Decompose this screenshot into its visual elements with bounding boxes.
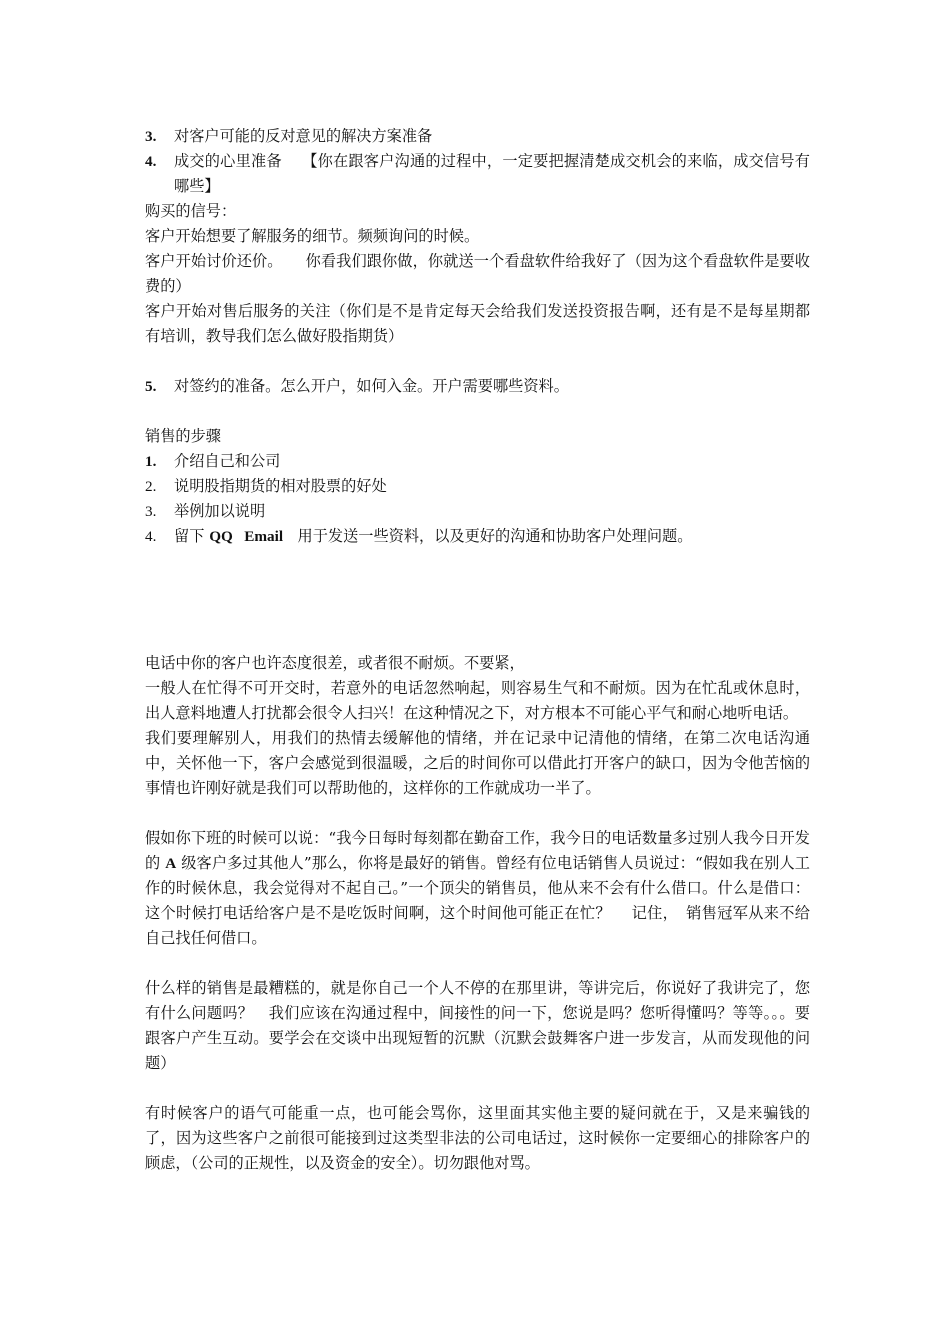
- paragraph-4: 有时候客户的语气可能重一点，也可能会骂你，这里面其实他主要的疑问就在于，又是来骗钱的了，因为这些客户之前很可能接到过这类型非法的公司电话过，这时候你一定要细心的排除客户的顾虑，（公司的正规性，以及资金的安全）。切勿跟他对骂。: [145, 1104, 810, 1172]
- list-item-3: [145, 124, 810, 149]
- step-text: 举例加以说明: [174, 502, 266, 520]
- paragraph-1-line-1: 电话中你的客户也许态度很差，或者很不耐烦。不要紧，: [145, 654, 525, 672]
- step-item-1: [145, 449, 810, 474]
- document-body: [145, 124, 810, 1176]
- step-item-2: [145, 474, 810, 499]
- list-number: 4.: [145, 153, 157, 170]
- list-text: 对客户可能的反对意见的解决方案准备: [174, 127, 433, 145]
- paragraph-2-post: 级客户多过其他人”那么，你将是最好的销售。曾经有位电话销售人员说过：“假如我在别人工作的时候休息，我会觉得对不起自己。”一个顶尖的销售员，他从来不会有什么借口。什么是借口：这个时候打电话给客户是不是吃饭时间啊，这个时间他可能正在忙？ 记住， 销售冠军从来不给自己找任何借口。: [145, 854, 810, 947]
- blank-line: [145, 801, 810, 826]
- signal-line-2: 客户开始讨价还价。 你看我们跟你做，你就送一个看盘软件给我好了（因为这个看盘软件是要收费的）: [145, 252, 810, 295]
- step-number: 3.: [145, 503, 157, 520]
- step-item-3: [145, 499, 810, 524]
- blank-line: [145, 349, 810, 374]
- list-item-4: [145, 149, 810, 199]
- list-text: 成交的心里准备 【你在跟客户沟通的过程中，一定要把握清楚成交机会的来临，成交信号有哪些】: [174, 152, 810, 195]
- paragraph-1-line-3: 我们要理解别人，用我们的热情去缓解他的情绪，并在记录中记清他的情绪，在第二次电话沟通中，关怀他一下，客户会感觉到很温暖，之后的时间你可以借此打开客户的缺口，因为令他苦恼的事情也许刚好就是我们可以帮助他的，这样你的工作就成功一半了。: [145, 729, 810, 797]
- paragraph-2: [145, 826, 810, 951]
- list-number: 3.: [145, 128, 157, 145]
- blank-line: [145, 1076, 810, 1101]
- step-text: [174, 524, 810, 549]
- paragraph-3: 什么样的销售是最糟糕的，就是你自己一个人不停的在那里讲，等讲完后，你说好了我讲完了，您有什么问题吗？ 我们应该在沟通过程中，间接性的问一下，您说是吗？您听得懂吗？等等。。。要跟客户产生互动。要学会在交谈中出现短暂的沉默（沉默会鼓舞客户进一步发言，从而发现他的问题）: [145, 979, 810, 1072]
- signal-line-3: 客户开始对售后服务的关注（你们是不是肯定每天会给我们发送投资报告啊，还有是不是每星期都有培训，教导我们怎么做好股指期货）: [145, 302, 810, 345]
- signals-heading: 购买的信号：: [145, 202, 237, 220]
- section-spacer: [145, 549, 810, 651]
- step-number: 4.: [145, 528, 157, 545]
- list-text: 对签约的准备。怎么开户，如何入金。开户需要哪些资料。: [174, 377, 569, 395]
- step-number: 1.: [145, 453, 157, 470]
- step-text: 介绍自己和公司: [174, 452, 281, 470]
- step-text-post: 用于发送一些资料，以及更好的沟通和协助客户处理问题。: [283, 527, 693, 545]
- step-item-4: [145, 524, 810, 549]
- paragraph-2-pre: 假如你下班的时候可以说：“我今日每时每刻都在勤奋工作，我今日的电话数量多过别人我今日开发的: [145, 829, 810, 872]
- step-number: 2.: [145, 478, 157, 495]
- steps-heading: 销售的步骤: [145, 427, 221, 445]
- blank-line: [145, 951, 810, 976]
- paragraph-1-line-2: 一般人在忙得不可开交时，若意外的电话忽然响起，则容易生气和不耐烦。因为在忙乱或休息时，出人意料地遭人打扰都会很令人扫兴！在这种情况之下，对方根本不可能心平气和耐心地听电话。: [145, 679, 810, 722]
- list-item-5: [145, 374, 810, 399]
- step-text-pre: 留下: [174, 527, 210, 545]
- step-text: 说明股指期货的相对股票的好处: [174, 477, 387, 495]
- step-text-contact-methods: QQ Email: [209, 528, 284, 545]
- blank-line: [145, 399, 810, 424]
- list-number: 5.: [145, 378, 157, 395]
- paragraph-2-grade: A: [165, 855, 177, 872]
- signal-line-1: 客户开始想要了解服务的细节。频频询问的时候。: [145, 227, 480, 245]
